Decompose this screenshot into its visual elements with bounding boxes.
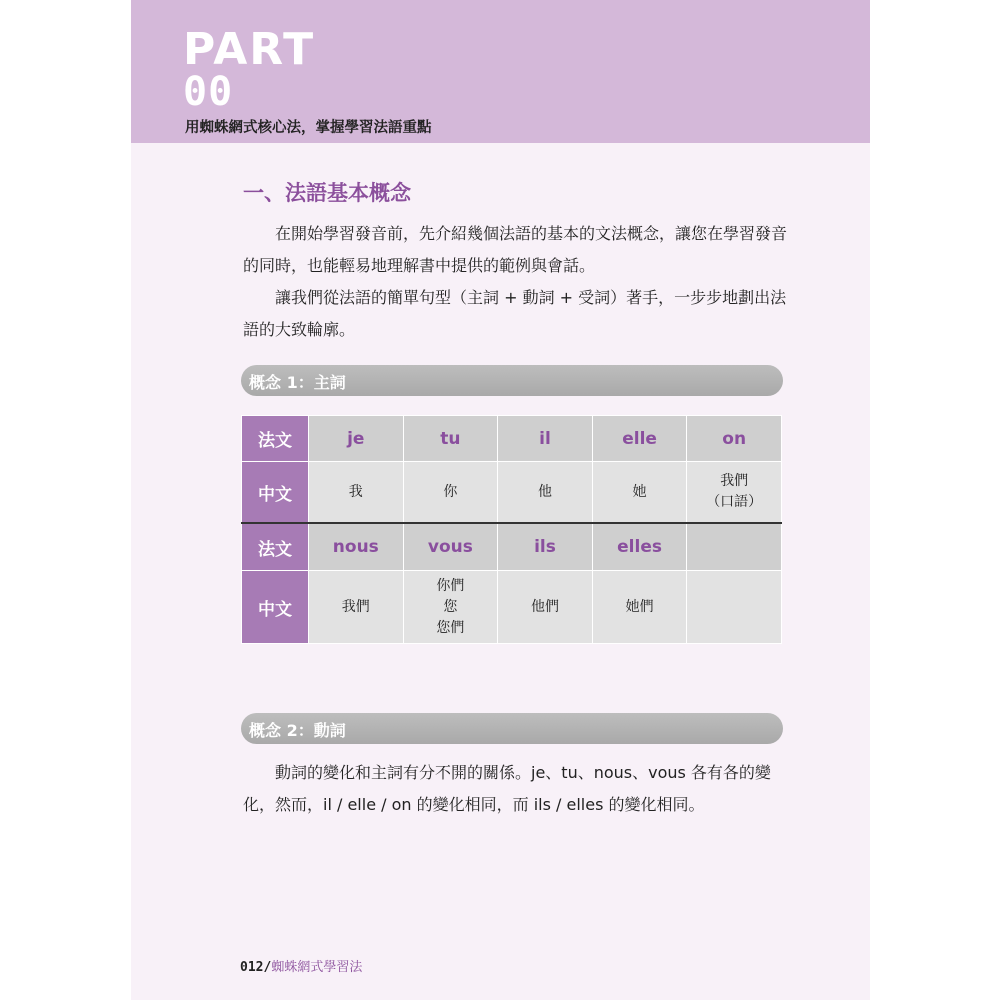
pronoun-zh: 你 xyxy=(403,462,498,524)
part-subtitle: 用蜘蛛網式核心法，掌握學習法語重點 xyxy=(185,120,432,136)
concept-1-label: 概念 1：主詞 xyxy=(249,373,346,392)
pronoun-fr: je xyxy=(309,416,404,462)
intro-paragraph-2: 讓我們從法語的簡單句型（主詞 + 動詞 + 受詞）著手，一步步地劃出法語的大致輪廓。 xyxy=(243,288,787,339)
table-row xyxy=(242,462,782,524)
page-number: 012/ xyxy=(240,960,272,975)
pronoun-fr: il xyxy=(498,416,593,462)
row-label-chinese: 中文 xyxy=(242,462,309,524)
table-row xyxy=(242,523,782,571)
table-row xyxy=(242,416,782,462)
row-label-french: 法文 xyxy=(242,523,309,571)
pronoun-fr: ils xyxy=(498,523,593,571)
pronoun-zh: 你們 您 您們 xyxy=(403,571,498,644)
pronoun-fr: elles xyxy=(592,523,687,571)
concept-2-label: 概念 2：動詞 xyxy=(249,721,346,740)
pronoun-zh: 我們 （口語） xyxy=(687,462,782,524)
section-title: 一、法語基本概念 xyxy=(243,181,411,205)
empty-cell xyxy=(687,571,782,644)
pronoun-fr: elle xyxy=(592,416,687,462)
row-label-chinese: 中文 xyxy=(242,571,309,644)
subject-pronoun-table xyxy=(241,415,782,644)
part-banner xyxy=(131,0,870,143)
pronoun-fr: on xyxy=(687,416,782,462)
concept-2-paragraph: 動詞的變化和主詞有分不開的關係。je、tu、nous、vous 各有各的變化，然而，il / elle / on 的變化相同，而 ils / elles 的變化相同。 xyxy=(243,763,771,814)
table-row xyxy=(242,571,782,644)
pronoun-fr: vous xyxy=(403,523,498,571)
concept-2-heading xyxy=(241,713,783,744)
pronoun-zh: 她們 xyxy=(592,571,687,644)
pronoun-zh: 我們 xyxy=(309,571,404,644)
intro-paragraph-1: 在開始學習發音前，先介紹幾個法語的基本的文法概念，讓您在學習發音的同時，也能輕易地理解書中提供的範例與會話。 xyxy=(243,224,788,275)
pronoun-fr: nous xyxy=(309,523,404,571)
part-number: 00 xyxy=(183,69,234,115)
part-label: PART xyxy=(183,24,316,75)
concept-1-heading xyxy=(241,365,783,396)
pronoun-zh: 她 xyxy=(592,462,687,524)
pronoun-zh: 他們 xyxy=(498,571,593,644)
pronoun-zh: 我 xyxy=(309,462,404,524)
pronoun-fr: tu xyxy=(403,416,498,462)
book-title: 蜘蛛網式學習法 xyxy=(271,960,363,975)
pronoun-zh: 他 xyxy=(498,462,593,524)
empty-cell xyxy=(687,523,782,571)
row-label-french: 法文 xyxy=(242,416,309,462)
page-footer xyxy=(240,956,362,975)
